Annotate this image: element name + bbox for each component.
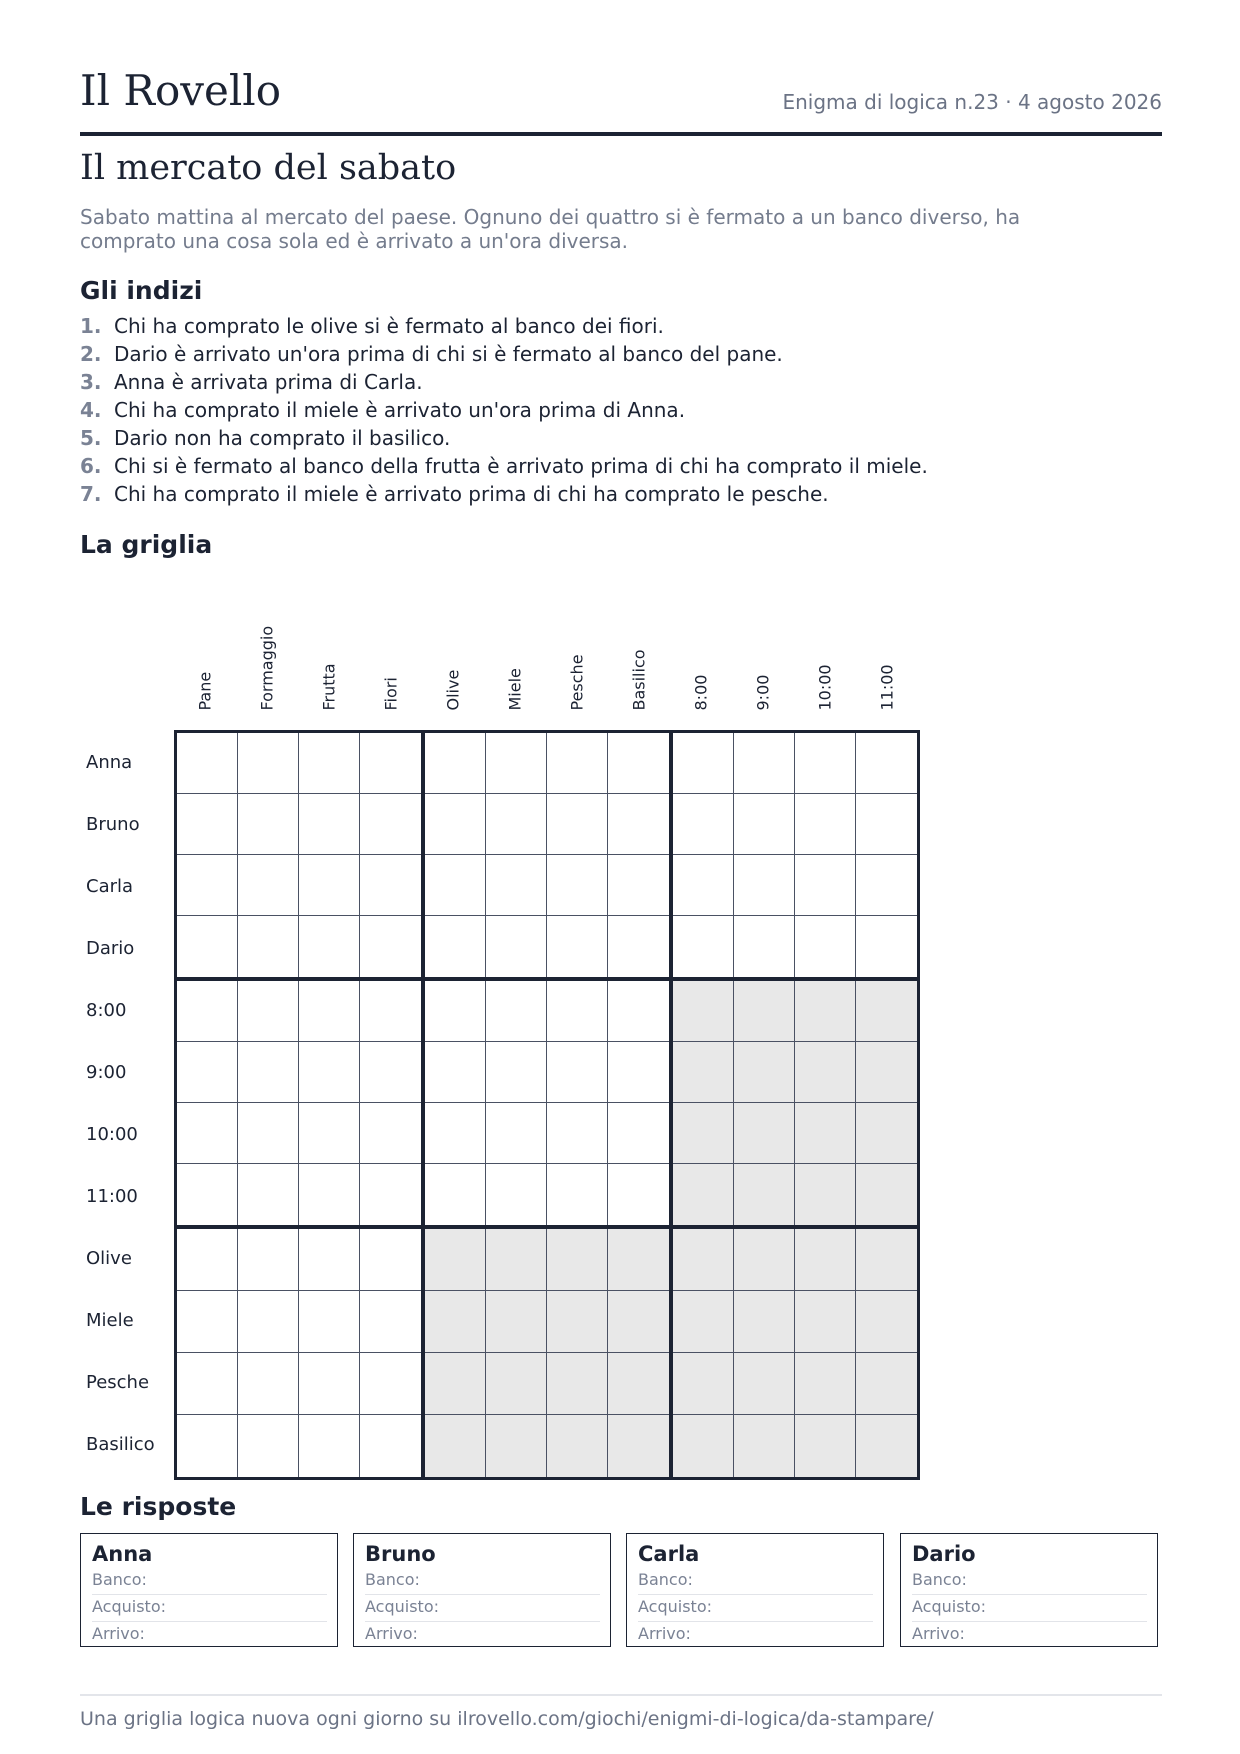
grid-cell[interactable] bbox=[299, 855, 360, 916]
grid-cell[interactable] bbox=[360, 1353, 421, 1415]
grid-cell[interactable] bbox=[425, 855, 486, 916]
column-label: Miele bbox=[505, 668, 525, 711]
grid-cell[interactable] bbox=[177, 1164, 238, 1225]
grid-cell[interactable] bbox=[238, 1103, 299, 1164]
column-header bbox=[732, 560, 794, 730]
grid-cell[interactable] bbox=[299, 916, 360, 977]
column-header bbox=[608, 560, 670, 730]
clue-number: 7. bbox=[80, 482, 102, 506]
grid-cell[interactable] bbox=[425, 916, 486, 977]
grid-cell-disabled bbox=[856, 1353, 917, 1415]
row-label: Basilico bbox=[86, 1434, 155, 1455]
grid-cell-disabled bbox=[673, 1103, 734, 1164]
row-label: Miele bbox=[86, 1310, 134, 1331]
answer-field-purchase[interactable]: Acquisto: bbox=[638, 1595, 873, 1622]
grid-cell[interactable] bbox=[608, 1042, 669, 1103]
grid-cell[interactable] bbox=[360, 916, 421, 977]
grid-cell[interactable] bbox=[299, 1164, 360, 1225]
clue-number: 4. bbox=[80, 398, 102, 422]
row-label: Olive bbox=[86, 1248, 132, 1269]
column-header bbox=[236, 560, 298, 730]
answer-card bbox=[80, 1533, 338, 1647]
grid-cell-disabled bbox=[547, 1291, 608, 1353]
issue-line: Enigma di logica n.23 · 4 agosto 2026 bbox=[782, 90, 1162, 114]
grid-cell-disabled bbox=[486, 1353, 547, 1415]
clue-number: 5. bbox=[80, 426, 102, 450]
grid-cell[interactable] bbox=[177, 1415, 238, 1477]
clue-item bbox=[80, 340, 928, 368]
grid-cell[interactable] bbox=[547, 733, 608, 794]
answer-field-arrival[interactable]: Arrivo: bbox=[92, 1624, 145, 1643]
grid-cell[interactable] bbox=[856, 855, 917, 916]
grid-cell-disabled bbox=[856, 1103, 917, 1164]
grid-cell[interactable] bbox=[547, 855, 608, 916]
clue-text: Chi ha comprato il miele è arrivato un'ora prima di Anna. bbox=[114, 398, 686, 422]
column-header bbox=[670, 560, 732, 730]
column-header bbox=[298, 560, 360, 730]
grid-cell-disabled bbox=[795, 1042, 856, 1103]
grid-cell-disabled bbox=[673, 1353, 734, 1415]
grid-cell[interactable] bbox=[299, 1353, 360, 1415]
clue-item bbox=[80, 396, 928, 424]
grid-cell[interactable] bbox=[177, 981, 238, 1042]
grid-cell[interactable] bbox=[299, 1291, 360, 1353]
grid-cell-disabled bbox=[734, 1164, 795, 1225]
row-label: 8:00 bbox=[86, 1000, 127, 1021]
answer-person: Carla bbox=[638, 1542, 700, 1566]
grid-cell[interactable] bbox=[299, 733, 360, 794]
clue-number: 3. bbox=[80, 370, 102, 394]
footer-note: Una griglia logica nuova ogni giorno su ilrovello.com/giochi/enigmi-di-logica/da-stampare/ bbox=[80, 1694, 1162, 1730]
answer-person: Anna bbox=[92, 1542, 153, 1566]
grid-cell-disabled bbox=[425, 1291, 486, 1353]
grid-heading: La griglia bbox=[80, 530, 213, 559]
grid-cell[interactable] bbox=[360, 855, 421, 916]
grid-cell-disabled bbox=[856, 1042, 917, 1103]
grid-cell[interactable] bbox=[734, 794, 795, 855]
grid-cell-disabled bbox=[673, 1042, 734, 1103]
grid-cell[interactable] bbox=[360, 1291, 421, 1353]
grid-cell[interactable] bbox=[299, 794, 360, 855]
grid-cell[interactable] bbox=[486, 1164, 547, 1225]
grid-cell[interactable] bbox=[360, 1042, 421, 1103]
row-label: 11:00 bbox=[86, 1186, 138, 1207]
puzzle-intro: Sabato mattina al mercato del paese. Ognuno dei quattro si è fermato a un banco diverso, ha comprato una cosa sola ed è arrivato a un'ora diversa. bbox=[80, 205, 1021, 253]
grid-cell[interactable] bbox=[856, 916, 917, 977]
answer-field-purchase[interactable]: Acquisto: bbox=[92, 1595, 327, 1622]
answer-person: Bruno bbox=[365, 1542, 436, 1566]
grid-cell[interactable] bbox=[238, 981, 299, 1042]
grid-cell-disabled bbox=[734, 1103, 795, 1164]
row-label: Carla bbox=[86, 876, 134, 897]
clue-item bbox=[80, 368, 928, 396]
grid-cell-disabled bbox=[795, 1164, 856, 1225]
grid-cell-disabled bbox=[608, 1291, 669, 1353]
answer-field-purchase[interactable]: Acquisto: bbox=[912, 1595, 1147, 1622]
grid-block-people-items bbox=[422, 730, 672, 980]
masthead bbox=[80, 66, 1162, 136]
grid-cell[interactable] bbox=[608, 1164, 669, 1225]
grid-cell[interactable] bbox=[608, 916, 669, 977]
clue-number: 6. bbox=[80, 454, 102, 478]
answers-heading: Le risposte bbox=[80, 1492, 237, 1521]
grid-cell[interactable] bbox=[795, 855, 856, 916]
grid-block-times-stalls bbox=[174, 978, 424, 1228]
column-header bbox=[484, 560, 546, 730]
grid-cell-disabled bbox=[795, 1415, 856, 1477]
clue-number: 1. bbox=[80, 314, 102, 338]
grid-cell[interactable] bbox=[673, 794, 734, 855]
answer-field-arrival[interactable]: Arrivo: bbox=[638, 1624, 691, 1643]
grid-cell[interactable] bbox=[673, 916, 734, 977]
grid-cell[interactable] bbox=[608, 794, 669, 855]
grid-cell[interactable] bbox=[608, 855, 669, 916]
grid-cell[interactable] bbox=[238, 733, 299, 794]
clue-item bbox=[80, 480, 928, 508]
grid-cell[interactable] bbox=[425, 1042, 486, 1103]
grid-cell[interactable] bbox=[547, 916, 608, 977]
grid-cell-disabled bbox=[795, 1103, 856, 1164]
grid-cell[interactable] bbox=[177, 1353, 238, 1415]
answer-field-stall[interactable]: Banco: bbox=[912, 1568, 1147, 1595]
grid-cell[interactable] bbox=[238, 855, 299, 916]
grid-cell[interactable] bbox=[238, 1042, 299, 1103]
grid-cell-disabled bbox=[547, 1353, 608, 1415]
grid-cell[interactable] bbox=[360, 981, 421, 1042]
grid-cell-disabled bbox=[547, 1229, 608, 1291]
grid-cell[interactable] bbox=[177, 733, 238, 794]
grid-cell-disabled bbox=[673, 1291, 734, 1353]
column-header bbox=[856, 560, 918, 730]
answer-card bbox=[353, 1533, 611, 1647]
grid-cell[interactable] bbox=[795, 794, 856, 855]
grid-cell-disabled bbox=[856, 981, 917, 1042]
clue-item bbox=[80, 312, 928, 340]
grid-block-people-times bbox=[670, 730, 920, 980]
column-label: 9:00 bbox=[753, 674, 773, 711]
row-label: Bruno bbox=[86, 814, 140, 835]
logic-grid bbox=[80, 560, 920, 1480]
grid-cell[interactable] bbox=[177, 855, 238, 916]
clue-text: Dario non ha comprato il basilico. bbox=[114, 426, 451, 450]
column-label: Olive bbox=[443, 669, 463, 711]
grid-cell-disabled bbox=[608, 1229, 669, 1291]
grid-cell-disabled bbox=[425, 1353, 486, 1415]
grid-cell[interactable] bbox=[238, 794, 299, 855]
grid-block-times-items bbox=[422, 978, 672, 1228]
grid-cell[interactable] bbox=[360, 1229, 421, 1291]
grid-cell[interactable] bbox=[425, 733, 486, 794]
column-header bbox=[546, 560, 608, 730]
grid-cell[interactable] bbox=[360, 1164, 421, 1225]
grid-block-unused bbox=[670, 978, 920, 1228]
grid-cell[interactable] bbox=[177, 1291, 238, 1353]
grid-cell[interactable] bbox=[734, 855, 795, 916]
row-label: Pesche bbox=[86, 1372, 150, 1393]
grid-cell[interactable] bbox=[856, 733, 917, 794]
grid-cell-disabled bbox=[425, 1415, 486, 1477]
grid-cell-disabled bbox=[795, 1353, 856, 1415]
column-header bbox=[174, 560, 236, 730]
grid-cell[interactable] bbox=[547, 1042, 608, 1103]
grid-block-unused bbox=[422, 1226, 672, 1480]
grid-cell[interactable] bbox=[425, 794, 486, 855]
grid-cell-disabled bbox=[486, 1229, 547, 1291]
row-label: Dario bbox=[86, 938, 135, 959]
answer-field-arrival[interactable]: Arrivo: bbox=[912, 1624, 965, 1643]
grid-cell-disabled bbox=[795, 1229, 856, 1291]
grid-cell[interactable] bbox=[608, 1103, 669, 1164]
clue-item bbox=[80, 452, 928, 480]
grid-cell-disabled bbox=[425, 1229, 486, 1291]
column-label: Pesche bbox=[567, 654, 587, 711]
grid-cell[interactable] bbox=[177, 1103, 238, 1164]
grid-cell-disabled bbox=[673, 981, 734, 1042]
grid-cell[interactable] bbox=[238, 1164, 299, 1225]
grid-cell[interactable] bbox=[795, 733, 856, 794]
clue-text: Anna è arrivata prima di Carla. bbox=[114, 370, 423, 394]
grid-cell-disabled bbox=[734, 1353, 795, 1415]
grid-cell[interactable] bbox=[608, 981, 669, 1042]
column-label: Frutta bbox=[319, 663, 339, 711]
answer-field-purchase[interactable]: Acquisto: bbox=[365, 1595, 600, 1622]
grid-cell[interactable] bbox=[486, 1042, 547, 1103]
column-header bbox=[422, 560, 484, 730]
grid-cell[interactable] bbox=[299, 981, 360, 1042]
grid-cell-disabled bbox=[673, 1229, 734, 1291]
grid-cell-disabled bbox=[734, 981, 795, 1042]
grid-cell[interactable] bbox=[299, 1415, 360, 1477]
grid-cell[interactable] bbox=[238, 1291, 299, 1353]
grid-cell[interactable] bbox=[425, 1103, 486, 1164]
answer-field-arrival[interactable]: Arrivo: bbox=[365, 1624, 418, 1643]
clue-item bbox=[80, 424, 928, 452]
grid-cell[interactable] bbox=[486, 733, 547, 794]
grid-cell[interactable] bbox=[856, 794, 917, 855]
grid-cell-disabled bbox=[795, 1291, 856, 1353]
row-label: 9:00 bbox=[86, 1062, 127, 1083]
answer-field-stall[interactable]: Banco: bbox=[92, 1568, 327, 1595]
grid-block-unused bbox=[670, 1226, 920, 1480]
grid-cell[interactable] bbox=[299, 1042, 360, 1103]
grid-cell[interactable] bbox=[299, 1229, 360, 1291]
column-header bbox=[360, 560, 422, 730]
grid-cell-disabled bbox=[856, 1164, 917, 1225]
column-label: 11:00 bbox=[877, 664, 897, 711]
grid-cell[interactable] bbox=[238, 1353, 299, 1415]
grid-cell-disabled bbox=[608, 1353, 669, 1415]
grid-cell-disabled bbox=[734, 1042, 795, 1103]
grid-cell[interactable] bbox=[673, 855, 734, 916]
clue-number: 2. bbox=[80, 342, 102, 366]
answer-field-stall[interactable]: Banco: bbox=[638, 1568, 873, 1595]
grid-cell[interactable] bbox=[547, 981, 608, 1042]
grid-cell[interactable] bbox=[238, 916, 299, 977]
clue-text: Chi si è fermato al banco della frutta è arrivato prima di chi ha comprato il miele. bbox=[114, 454, 928, 478]
grid-cell[interactable] bbox=[486, 794, 547, 855]
grid-cell[interactable] bbox=[486, 981, 547, 1042]
grid-cell-disabled bbox=[673, 1164, 734, 1225]
grid-cell[interactable] bbox=[547, 794, 608, 855]
grid-cell[interactable] bbox=[673, 733, 734, 794]
grid-cell-disabled bbox=[856, 1415, 917, 1477]
column-header bbox=[794, 560, 856, 730]
answer-cards bbox=[80, 1533, 1162, 1649]
grid-cell[interactable] bbox=[547, 1164, 608, 1225]
row-label: 10:00 bbox=[86, 1124, 138, 1145]
grid-cell[interactable] bbox=[177, 794, 238, 855]
answer-person: Dario bbox=[912, 1542, 976, 1566]
answer-card bbox=[900, 1533, 1158, 1647]
column-label: Fiori bbox=[381, 677, 401, 711]
column-label: Formaggio bbox=[257, 625, 277, 711]
clues-heading: Gli indizi bbox=[80, 276, 203, 305]
grid-cell-disabled bbox=[795, 981, 856, 1042]
grid-cell[interactable] bbox=[177, 1042, 238, 1103]
grid-cell[interactable] bbox=[486, 855, 547, 916]
grid-cell-disabled bbox=[734, 1291, 795, 1353]
grid-cell[interactable] bbox=[734, 733, 795, 794]
column-label: Pane bbox=[195, 671, 215, 711]
grid-cell[interactable] bbox=[425, 1164, 486, 1225]
column-label: 10:00 bbox=[815, 664, 835, 711]
grid-cell[interactable] bbox=[360, 1415, 421, 1477]
grid-cell[interactable] bbox=[360, 794, 421, 855]
grid-cell[interactable] bbox=[795, 916, 856, 977]
grid-cell[interactable] bbox=[177, 1229, 238, 1291]
grid-cell-disabled bbox=[856, 1291, 917, 1353]
grid-cell[interactable] bbox=[177, 916, 238, 977]
grid-cell[interactable] bbox=[299, 1103, 360, 1164]
grid-cell-disabled bbox=[486, 1415, 547, 1477]
grid-cell-disabled bbox=[856, 1229, 917, 1291]
grid-cell-disabled bbox=[608, 1415, 669, 1477]
grid-cell[interactable] bbox=[238, 1415, 299, 1477]
column-label: Basilico bbox=[629, 649, 649, 711]
clue-text: Chi ha comprato il miele è arrivato prima di chi ha comprato le pesche. bbox=[114, 482, 829, 506]
brand-name: Il Rovello bbox=[80, 66, 282, 115]
grid-block-people-stalls bbox=[174, 730, 424, 980]
grid-cell[interactable] bbox=[360, 733, 421, 794]
grid-cell[interactable] bbox=[486, 916, 547, 977]
grid-cell-disabled bbox=[547, 1415, 608, 1477]
column-label: 8:00 bbox=[691, 674, 711, 711]
grid-cell[interactable] bbox=[425, 981, 486, 1042]
clue-text: Chi ha comprato le olive si è fermato al banco dei fiori. bbox=[114, 314, 664, 338]
puzzle-title: Il mercato del sabato bbox=[80, 148, 457, 188]
grid-cell-disabled bbox=[673, 1415, 734, 1477]
clue-list bbox=[80, 312, 928, 508]
answer-field-stall[interactable]: Banco: bbox=[365, 1568, 600, 1595]
grid-block-items-stalls bbox=[174, 1226, 424, 1480]
grid-cell[interactable] bbox=[486, 1103, 547, 1164]
row-label: Anna bbox=[86, 752, 133, 773]
grid-cell-disabled bbox=[734, 1229, 795, 1291]
grid-cell[interactable] bbox=[734, 916, 795, 977]
clue-text: Dario è arrivato un'ora prima di chi si è fermato al banco del pane. bbox=[114, 342, 783, 366]
grid-cell[interactable] bbox=[608, 733, 669, 794]
answer-card bbox=[626, 1533, 884, 1647]
grid-cell-disabled bbox=[734, 1415, 795, 1477]
grid-cell[interactable] bbox=[360, 1103, 421, 1164]
grid-cell[interactable] bbox=[238, 1229, 299, 1291]
grid-cell[interactable] bbox=[547, 1103, 608, 1164]
grid-cell-disabled bbox=[486, 1291, 547, 1353]
